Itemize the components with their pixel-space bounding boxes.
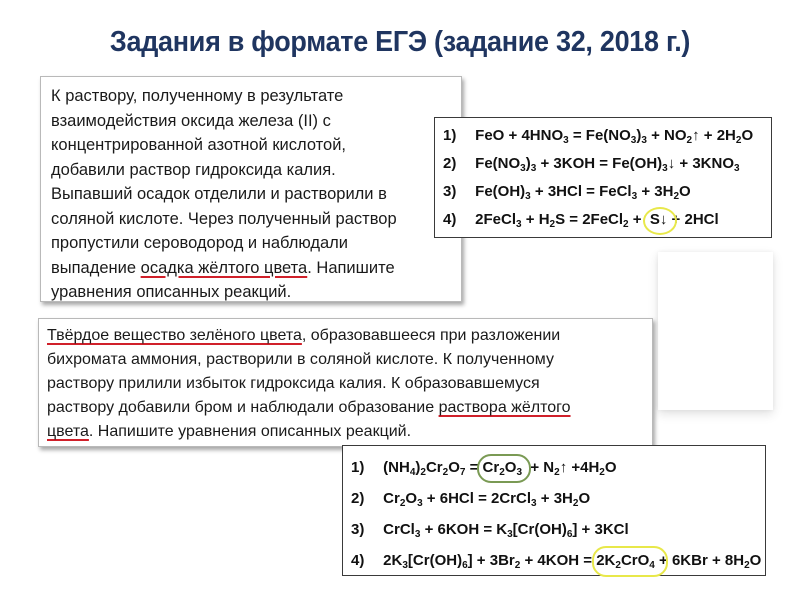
underlined-phrase: осадка жёлтого цвета: [140, 258, 308, 277]
task1-line: взаимодействия оксида железа (II) с: [51, 111, 331, 130]
equation-row: [351, 545, 765, 576]
task1-line: [51, 256, 453, 281]
task2-line: [47, 396, 644, 420]
equation-number: 1): [351, 459, 365, 476]
equation-text: $Cr_2O_3 + 6HCl$ = 2CrCl$_3$ + $3H_2O$: [383, 490, 591, 509]
underlined-phrase: раствора жёлтого: [438, 399, 571, 416]
task1-text: выпадение: [51, 258, 141, 277]
task2-text: , образовавшееся при разложении: [301, 327, 561, 344]
task1-line: пропустили сероводород и наблюдали: [51, 234, 349, 252]
equation-number: 4): [443, 211, 457, 228]
task1-line: концентрированной азотной кислотой,: [51, 136, 347, 154]
equation-number: 2): [443, 155, 457, 172]
task1-text: . Напишите: [307, 258, 395, 277]
equation-number: 3): [443, 183, 457, 200]
equation-row: [443, 178, 771, 206]
underlined-phrase: Твёрдое вещество зелёного цвета: [47, 327, 302, 344]
equation-text: $Fe(NO_3)_3 + 3KOH$ = $Fe(OH)_3↓ + 3KNO_3$: [475, 155, 740, 174]
task2-line: раствору прилили избыток гидроксида калия. К образовавшемуся: [47, 375, 540, 392]
task2-line: [47, 324, 644, 348]
task2-text: . Напишите уравнения описанных реакций.: [88, 423, 412, 440]
task1-line: Выпавший осадок отделили и растворили в: [51, 185, 387, 203]
equation-text: $Fe(OH)_3 + 3HCl$ = FeCl$_3$ + $3H_2O$: [475, 183, 691, 202]
equation-text: $2K_3[Cr(OH)_6] + 3Br_2 + 4KOH = 2K_2CrO_4$ + $6KBr + 8H_2O$: [383, 552, 761, 569]
answers2-box: [342, 445, 766, 576]
task2-text: раствору добавили бром и наблюдали образование: [47, 399, 439, 416]
task2-line: [47, 420, 644, 444]
equation-text: CrCl$_3$ + $6KOH = K_3[Cr(OH)_6] + 3KCl$: [383, 521, 629, 540]
task1-line: добавили раствор гидроксида калия.: [51, 160, 336, 179]
equation-number: 1): [443, 127, 457, 144]
slide-title: Задания в формате ЕГЭ (задание 32, 2018 г.): [109, 26, 691, 58]
equation-row: [443, 206, 771, 234]
equation-text: 2FeCl$_3$ + $H_2S$ = 2FeCl$_2$ + S↓ + 2HCl: [475, 211, 719, 228]
equation-row: [443, 150, 771, 178]
highlighted-product: $Cr_2O_3$: [483, 452, 522, 483]
highlighted-product: S↓: [650, 206, 668, 234]
task1-line: К раствору, полученному в результате: [51, 87, 344, 105]
equation-number: 2): [351, 490, 365, 507]
highlight-circle: [643, 207, 677, 235]
equation-row: [351, 452, 765, 483]
equation-number: 4): [351, 552, 365, 569]
highlight-circle: [592, 546, 668, 577]
equation-row: [351, 514, 765, 545]
task1-line: соляной кислоте. Через полученный раствор: [51, 209, 397, 228]
task2-line: бихромата аммония, растворили в соляной кислоте. К полученному: [47, 351, 554, 368]
underlined-phrase: цвета: [47, 423, 89, 440]
equation-row: [351, 483, 765, 514]
equation-number: 3): [351, 521, 365, 538]
equation-text: FeO + $4HNO_3 = Fe(NO_3)_3$ + $NO_2↑ + 2H_2O$: [475, 127, 754, 146]
task2-textbox: [38, 318, 653, 447]
task1-line: уравнения описанных реакций.: [51, 283, 292, 301]
highlighted-product: $2K_2CrO_4$: [596, 545, 655, 576]
answers1-box: [434, 117, 772, 238]
equation-text: $(NH_4)_2Cr_2O_7 = Cr_2O_3$ + $N_2↑ +4H_2O$: [383, 459, 616, 476]
blank-panel: [658, 252, 773, 410]
task1-textbox: [40, 76, 462, 302]
equation-row: [443, 122, 771, 150]
